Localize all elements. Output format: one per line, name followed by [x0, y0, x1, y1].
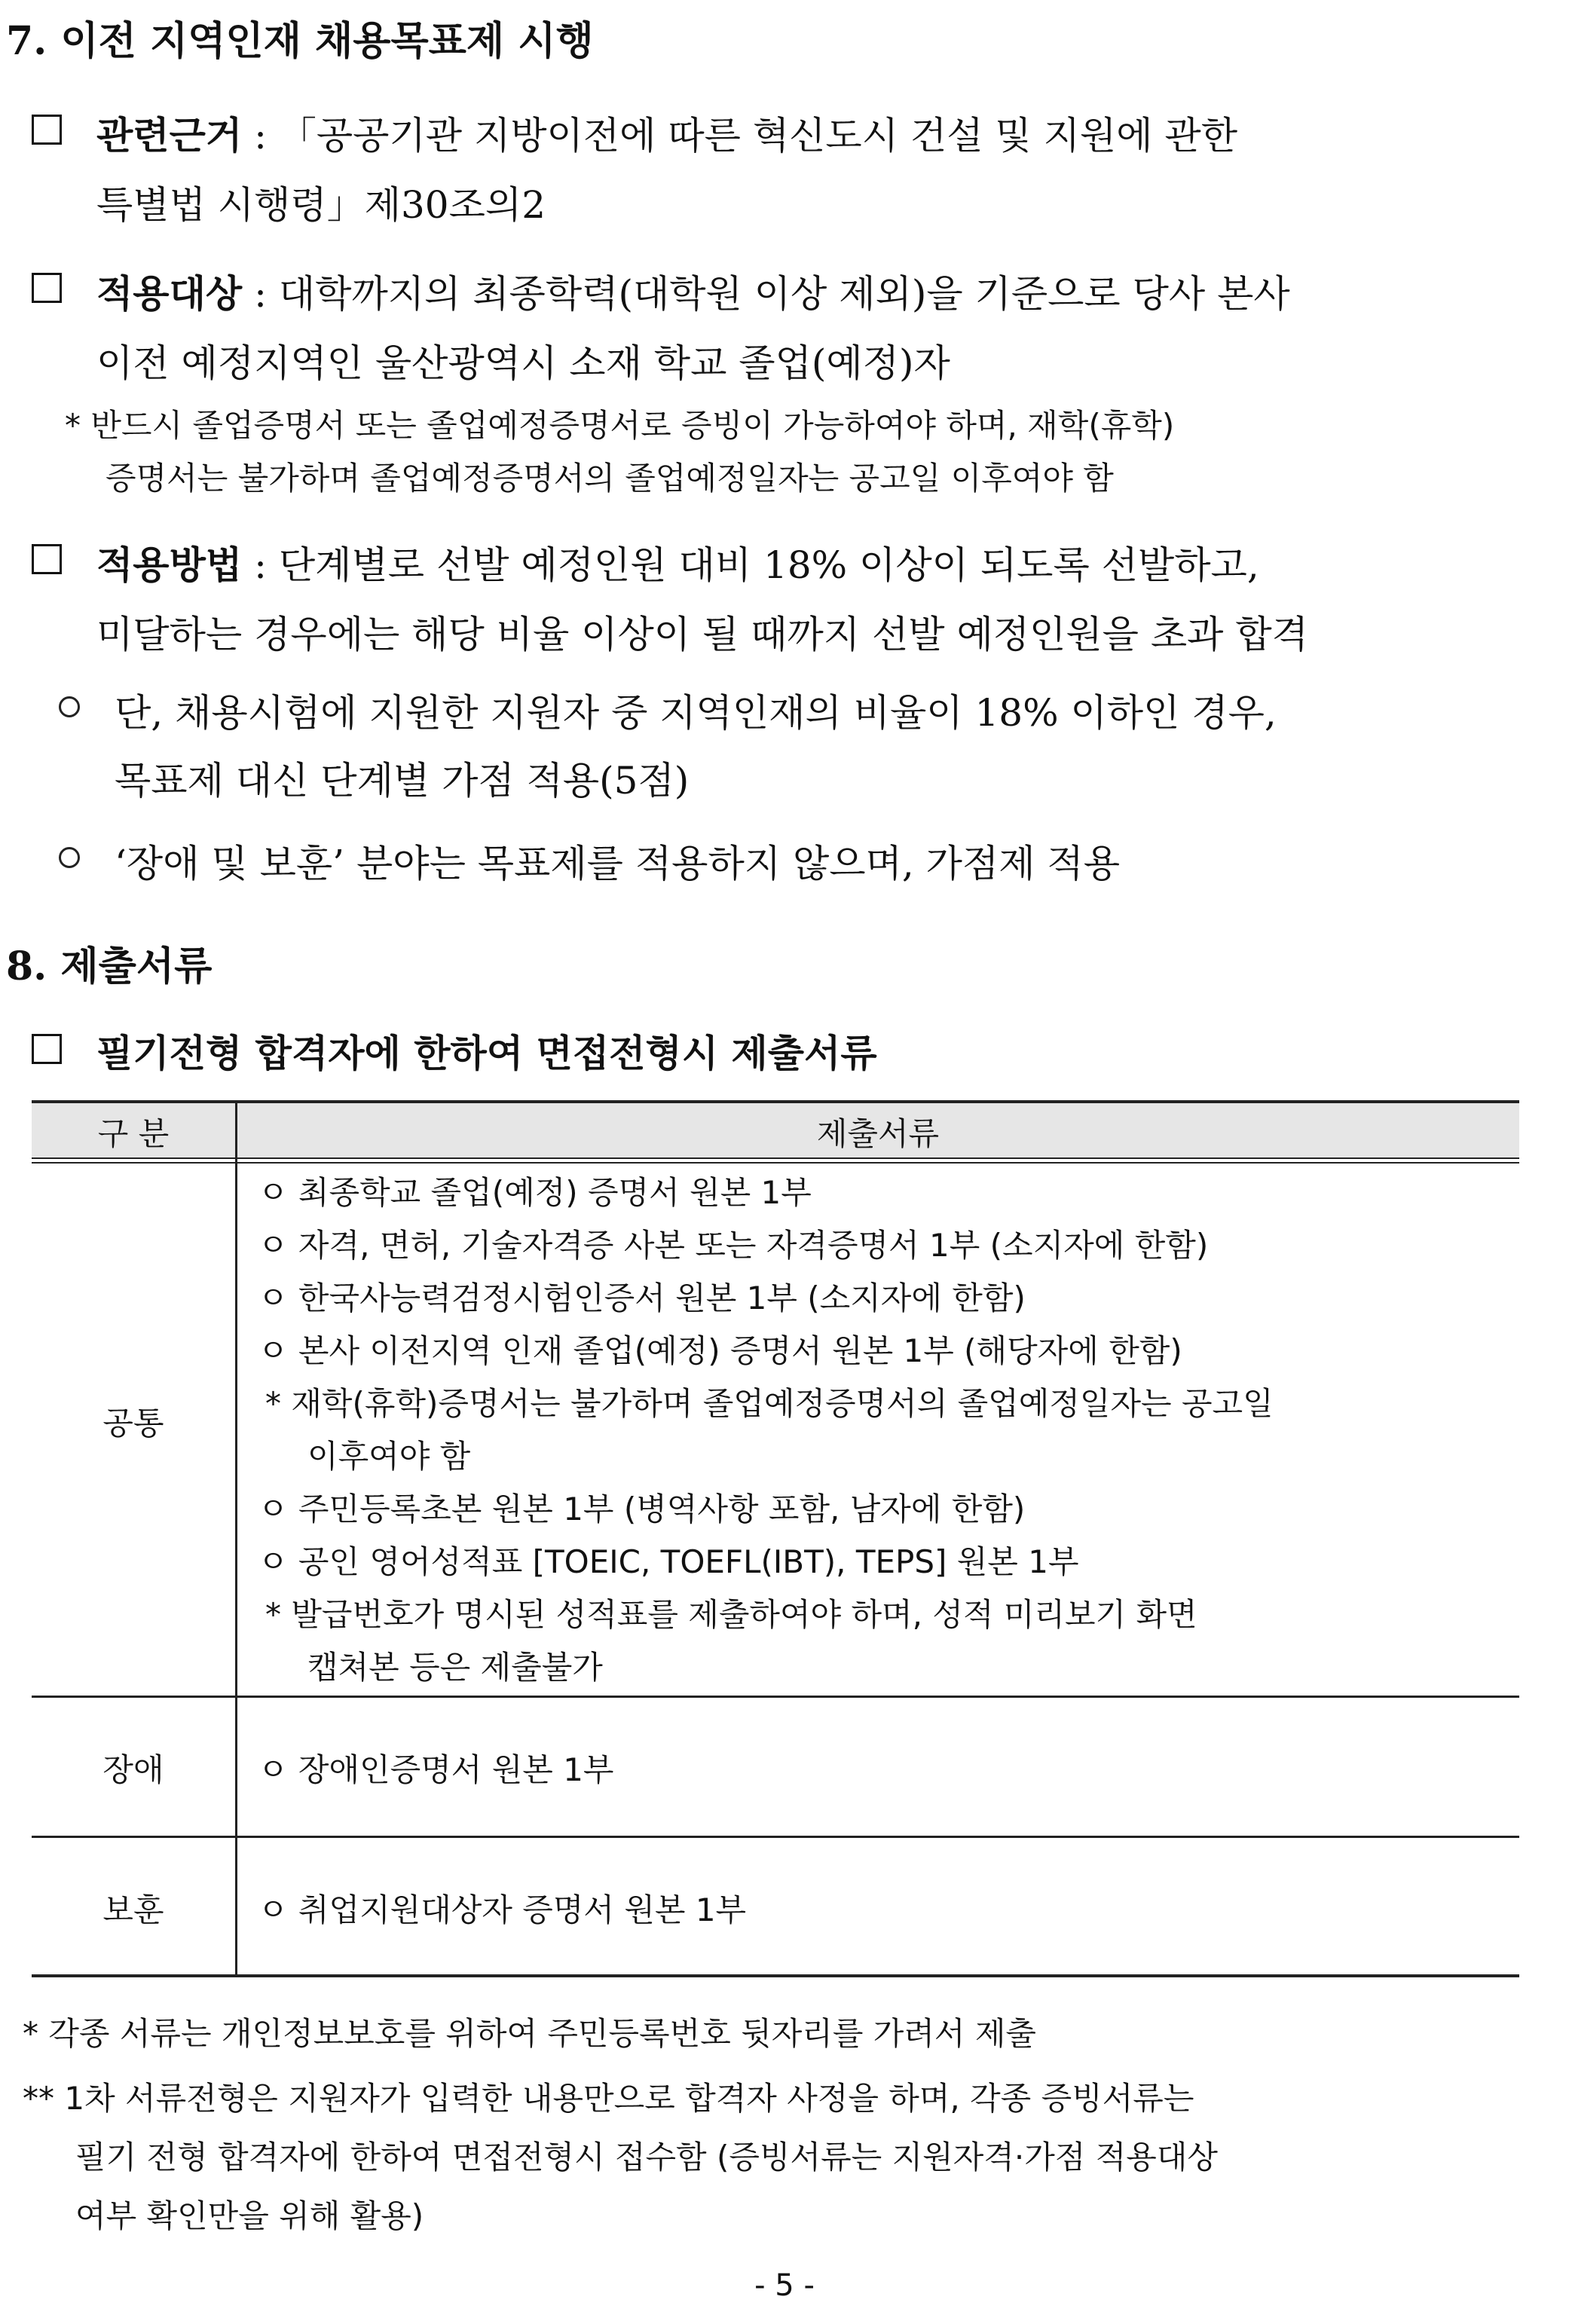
table-row-category: 공통 — [102, 1405, 164, 1442]
footnote-2-line-3: 여부 확인만을 위해 활용) — [75, 2197, 424, 2234]
table-row-line: ㅇ 자격, 면허, 기술자격증 사본 또는 자격증명서 1부 (소지자에 한함) — [258, 1227, 1209, 1264]
checkbox-square-icon — [32, 273, 62, 303]
section-7-title: 7. 이전 지역인재 채용목표제 시행 — [6, 18, 594, 64]
table-row-category: 보훈 — [102, 1891, 164, 1928]
basis-line-2: 특별법 시행령」제30조의2 — [96, 183, 546, 227]
table-row-line: ㅇ 취업지원대상자 증명서 원본 1부 — [258, 1891, 747, 1928]
method-sub2: ‘장애 및 보훈’ 분야는 목표제를 적용하지 않으며, 가점제 적용 — [115, 842, 1121, 885]
table-top-border — [32, 1100, 1519, 1103]
table-row-category: 장애 — [102, 1751, 164, 1788]
table-column-divider — [235, 1100, 237, 1977]
checkbox-square-icon — [32, 544, 62, 574]
target-text-1: : 대학까지의 최종학력(대학원 이상 제외)을 기준으로 당사 본사 — [254, 272, 1290, 316]
target-line-1 — [96, 264, 1290, 318]
target-line-2: 이전 예정지역인 울산광역시 소재 학교 졸업(예정)자 — [96, 341, 950, 385]
table-row-line: ㅇ 공인 영어성적표 [TOEIC, TOEFL(IBT), TEPS] 원본 1부 — [258, 1543, 1079, 1580]
target-note-2: 증명서는 불가하며 졸업예정증명서의 졸업예정일자는 공고일 이후여야 함 — [106, 460, 1114, 497]
table-row-line: ㅇ 장애인증명서 원본 1부 — [258, 1751, 614, 1788]
table-row-line: ㅇ 한국사능력검정시험인증서 원본 1부 (소지자에 한함) — [258, 1280, 1026, 1316]
checkbox-square-icon — [32, 115, 62, 145]
checkbox-square-icon — [32, 1034, 62, 1064]
table-row-note: * 재학(휴학)증명서는 불가하며 졸업예정증명서의 졸업예정일자는 공고일 — [265, 1385, 1274, 1422]
method-sub1-line-2: 목표제 대신 단계별 가점 적용(5점) — [115, 759, 690, 803]
table-row-divider — [32, 1696, 1519, 1698]
table-row-note: 이후여야 함 — [307, 1438, 471, 1475]
table-bottom-border — [32, 1974, 1519, 1977]
basis-line-1 — [96, 105, 1237, 160]
target-label: 적용대상 — [96, 271, 243, 316]
circle-bullet-icon — [59, 847, 80, 868]
table-header-documents: 제출서류 — [816, 1115, 940, 1152]
footnote-2-line-1: ** 1차 서류전형은 지원자가 입력한 내용만으로 합격자 사정을 하며, 각종 증빙서류는 — [23, 2080, 1194, 2117]
table-header-divider — [32, 1162, 1519, 1164]
basis-text-1: : 「공공기관 지방이전에 따른 혁신도시 건설 및 지원에 관한 — [254, 114, 1238, 157]
section-8-subtitle: 필기전형 합격자에 한하여 면접전형시 제출서류 — [96, 1031, 877, 1075]
footnote-1: * 각종 서류는 개인정보보호를 위하여 주민등록번호 뒷자리를 가려서 제출 — [23, 2015, 1036, 2052]
table-header-category: 구 분 — [97, 1115, 170, 1152]
table-row-line: ㅇ 주민등록초본 원본 1부 (병역사항 포함, 남자에 한함) — [258, 1491, 1026, 1527]
documents-table — [32, 1100, 1519, 1979]
method-line-2: 미달하는 경우에는 해당 비율 이상이 될 때까지 선발 예정인원을 초과 합격 — [96, 613, 1308, 656]
footnote-2-line-2: 필기 전형 합격자에 한하여 면접전형시 접수함 (증빙서류는 지원자격·가점 적용대상 — [75, 2139, 1218, 2176]
table-header-divider — [32, 1157, 1519, 1159]
circle-bullet-icon — [59, 696, 80, 717]
target-note-1: * 반드시 졸업증명서 또는 졸업예정증명서로 증빙이 가능하여야 하며, 재학(휴학) — [65, 407, 1175, 444]
method-sub1-line-1: 단, 채용시험에 지원한 지원자 중 지역인재의 비율이 18% 이하인 경우, — [115, 691, 1277, 735]
table-row-divider — [32, 1836, 1519, 1838]
method-text-1: : 단계별로 선발 예정인원 대비 18% 이상이 되도록 선발하고, — [254, 543, 1259, 587]
method-label: 적용방법 — [96, 543, 243, 587]
basis-label: 관련근거 — [96, 113, 243, 157]
section-8-title: 8. 제출서류 — [6, 943, 213, 989]
table-row-note: * 발급번호가 명시된 성적표를 제출하여야 하며, 성적 미리보기 화면 — [265, 1596, 1197, 1633]
table-row-line: ㅇ 최종학교 졸업(예정) 증명서 원본 1부 — [258, 1174, 812, 1211]
method-line-1 — [96, 535, 1259, 589]
table-row-note: 캡쳐본 등은 제출불가 — [307, 1649, 603, 1686]
page-number: - 5 - — [754, 2268, 815, 2303]
table-row-line: ㅇ 본사 이전지역 인재 졸업(예정) 증명서 원본 1부 (해당자에 한함) — [258, 1332, 1182, 1369]
